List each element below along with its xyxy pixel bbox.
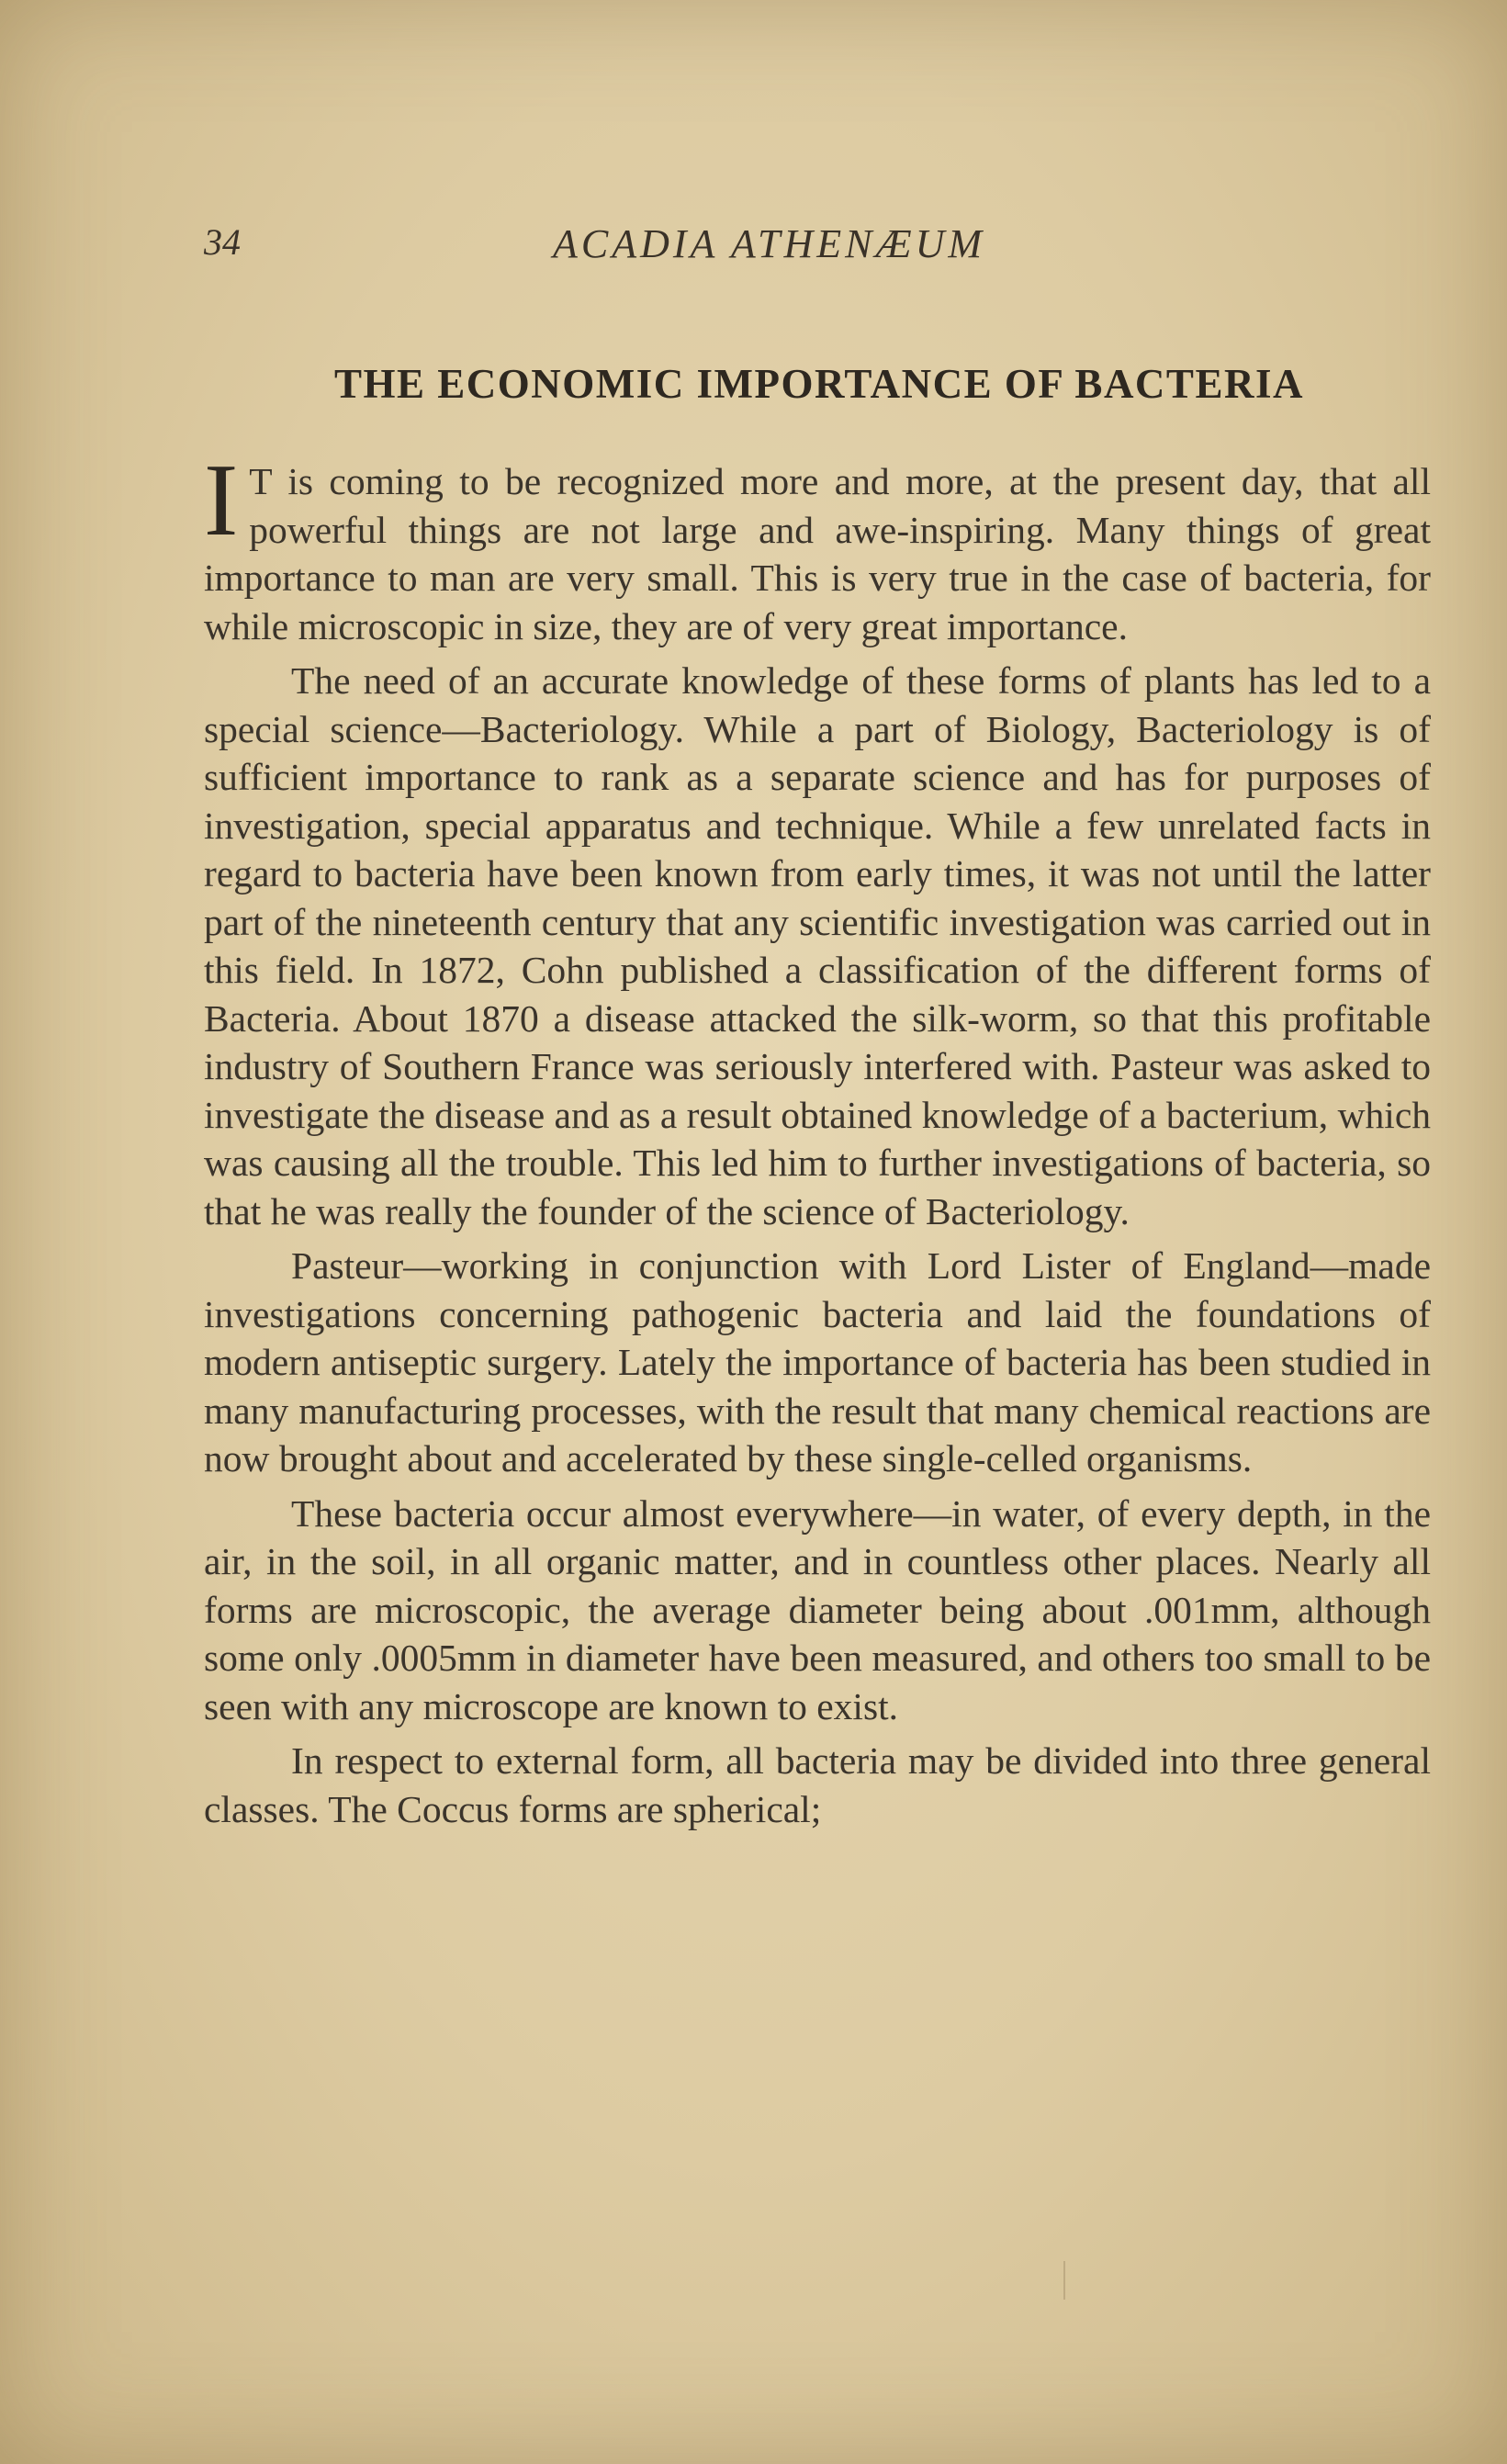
paragraph-3: Pasteur—working in conjunction with Lord Lister of England—made investigations concerning pathogenic bacteria and laid the foundations of modern antiseptic surgery. Lately the importance of bacteria has been studied in many manufacturing processes, with the result that many chemical reactions are now brought about and accelerated by these single-celled organisms.: [204, 1244, 1431, 1480]
running-head: [204, 220, 1434, 276]
drop-cap: I: [204, 444, 239, 557]
paragraph-1-text: T is coming to be recognized more and more, at the present day, that all powerful things are not large and awe-inspiring. Many things of great importance to man are very small. This is very true in the case of bacteria, for while microscopic in size, they are of very great importance.: [204, 460, 1431, 647]
paragraph-1: [204, 444, 1431, 650]
paragraph-5: In respect to external form, all bacteria may be divided into three general classes. The Coccus forms are spherical;: [204, 1739, 1431, 1830]
paragraph-2: The need of an accurate knowledge of these forms of plants has led to a special science—Bacteriology. While a part of Biology, Bacteriology is of sufficient importance to rank as a separate science and has for purposes of investigation, special apparatus and technique. While a few unrelated facts in regard to bacteria have been known from early times, it was not until the latter part of the nineteenth century that any scientific investigation was carried out in this field. In 1872, Cohn published a classification of the different forms of Bacteria. About 1870 a disease attacked the silk-worm, so that this profitable industry of Southern France was seriously interfered with. Pasteur was asked to investigate the disease and as a result obtained knowledge of a bacterium, which was causing all the trouble. This led him to further investigations of bacteria, so that he was really the founder of the science of Bacteriology.: [204, 659, 1431, 1232]
page-number: 34: [204, 221, 241, 263]
article-body: [204, 444, 1431, 1840]
journal-title: ACADIA ATHENÆUM: [553, 221, 986, 266]
paper-mark: [1063, 2261, 1065, 2300]
paragraph-4: These bacteria occur almost everywhere—in water, of every depth, in the air, in the soil, in all organic matter, and in countless other places. Nearly all forms are microscopic, the average diameter being about .001mm, although some only .0005mm in diameter have been measured, and others too small to be seen with any microscope are known to exist.: [204, 1491, 1431, 1727]
article-title: THE ECONOMIC IMPORTANCE OF BACTERIA: [334, 361, 1304, 407]
